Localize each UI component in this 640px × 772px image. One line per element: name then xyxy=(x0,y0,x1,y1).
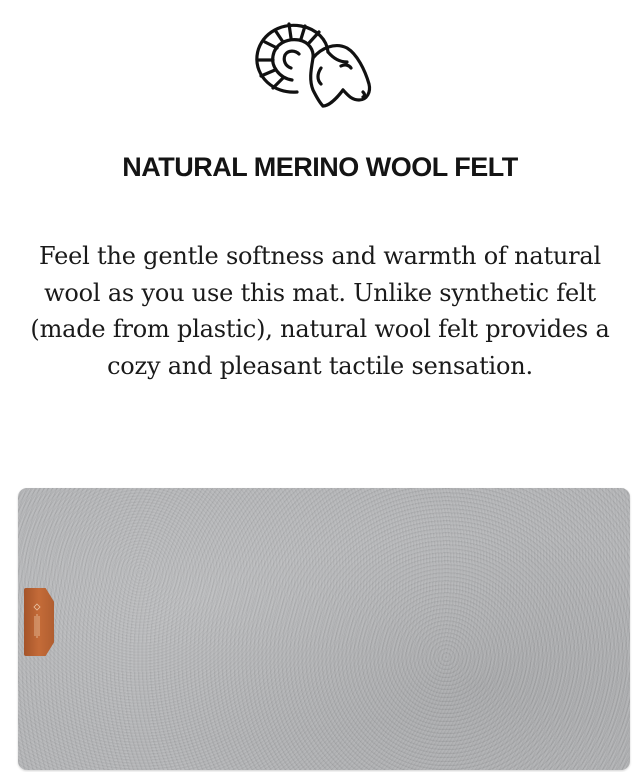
description-line: cozy and pleasant tactile sensation. xyxy=(107,351,533,380)
brand-mark-icon xyxy=(32,602,42,640)
feature-description xyxy=(0,238,640,384)
felt-mat xyxy=(18,488,630,770)
description-line: (made from plastic), natural wool felt provides a xyxy=(30,315,610,343)
description-line: wool as you use this mat. Unlike synthetic felt xyxy=(44,278,596,307)
section-title: NATURAL MERINO WOOL FELT xyxy=(122,152,518,182)
leather-tag xyxy=(24,588,54,656)
felt-mat-product-image xyxy=(18,488,630,770)
ram-head-icon xyxy=(251,18,377,112)
description-line: Feel the gentle softness and warmth of natural xyxy=(38,242,602,270)
